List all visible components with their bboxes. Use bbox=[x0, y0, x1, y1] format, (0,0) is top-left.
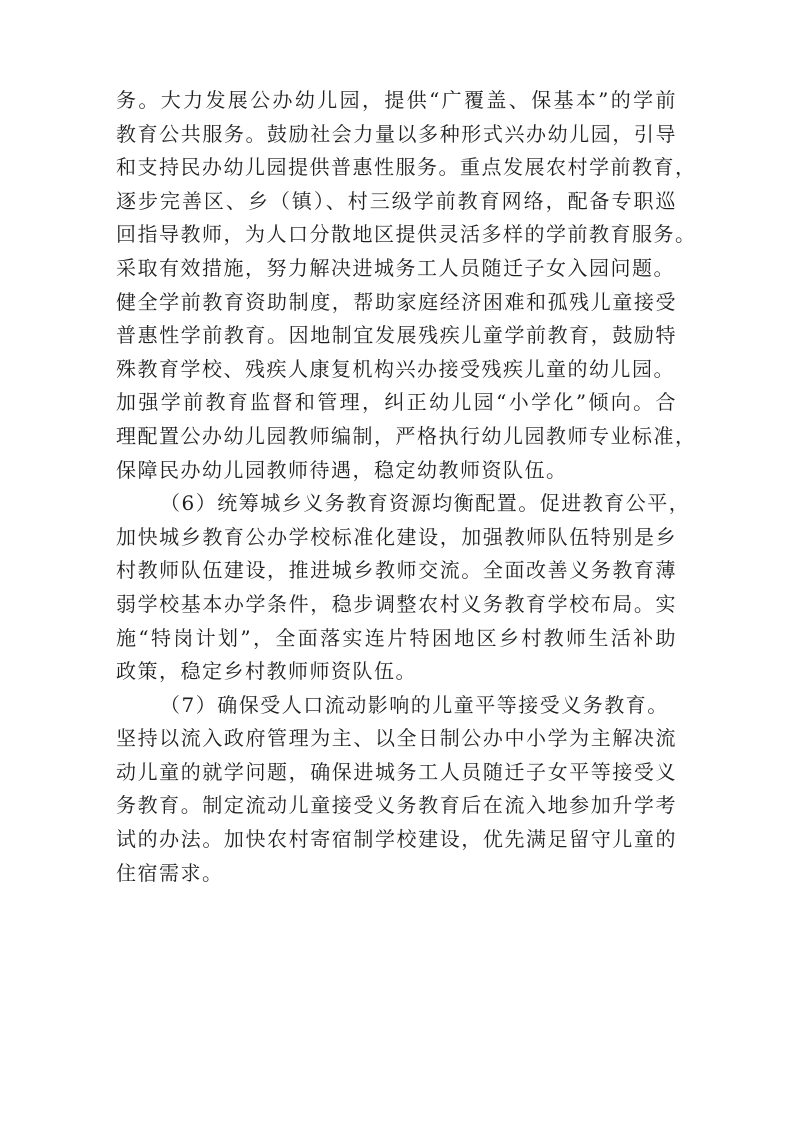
text-line: 殊教育学校、残疾人康复机构兴办接受残疾儿童的幼儿园。 bbox=[116, 356, 675, 381]
text-line: 坚持以流入政府管理为主、以全日制公办中小学为主解决流 bbox=[116, 726, 677, 751]
text-line: 健全学前教育资助制度，帮助家庭经济困难和孤残儿童接受 bbox=[116, 289, 677, 314]
text-line: 加快城乡教育公办学校标准化建设，加强教师队伍特别是乡 bbox=[116, 524, 677, 549]
text-line: 普惠性学前教育。因地制宜发展残疾儿童学前教育，鼓励特 bbox=[116, 323, 677, 348]
text-line: 务教育。制定流动儿童接受义务教育后在流入地参加升学考 bbox=[116, 793, 677, 818]
document-body bbox=[116, 84, 697, 890]
text-line: 试的办法。加快农村寄宿制学校建设，优先满足留守儿童的 bbox=[116, 827, 677, 852]
text-line: 施“特岗计划”，全面落实连片特困地区乡村教师生活补助 bbox=[116, 625, 677, 650]
text-line: （7）确保受人口流动影响的儿童平等接受义务教育。 bbox=[160, 692, 669, 717]
text-line: 村教师队伍建设，推进城乡教师交流。全面改善义务教育薄 bbox=[116, 558, 677, 583]
text-line: 住宿需求。 bbox=[116, 860, 224, 885]
text-line: 政策，稳定乡村教师师资队伍。 bbox=[116, 659, 417, 684]
text-line: 弱学校基本办学条件，稳步调整农村义务教育学校布局。实 bbox=[116, 591, 677, 616]
text-line: 采取有效措施，努力解决进城务工人员随迁子女入园问题。 bbox=[116, 255, 675, 280]
text-line: 回指导教师，为人口分散地区提供灵活多样的学前教育服务。 bbox=[116, 222, 697, 247]
text-line: （6）统筹城乡义务教育资源均衡配置。促进教育公平， bbox=[160, 491, 691, 516]
text-line: 理配置公办幼儿园教师编制，严格执行幼儿园教师专业标准， bbox=[116, 423, 697, 448]
text-line: 动儿童的就学问题，确保进城务工人员随迁子女平等接受义 bbox=[116, 759, 677, 784]
text-line: 加强学前教育监督和管理，纠正幼儿园“小学化”倾向。合 bbox=[116, 390, 677, 415]
text-line: 保障民办幼儿园教师待遇，稳定幼教师资队伍。 bbox=[116, 457, 568, 482]
text-line: 务。大力发展公办幼儿园，提供“广覆盖、保基本”的学前 bbox=[116, 88, 677, 112]
text-line: 逐步完善区、乡（镇）、村三级学前教育网络，配备专职巡 bbox=[116, 188, 677, 213]
text-line: 和支持民办幼儿园提供普惠性服务。重点发展农村学前教育， bbox=[116, 155, 697, 180]
text-line: 教育公共服务。鼓励社会力量以多种形式兴办幼儿园，引导 bbox=[116, 121, 677, 146]
